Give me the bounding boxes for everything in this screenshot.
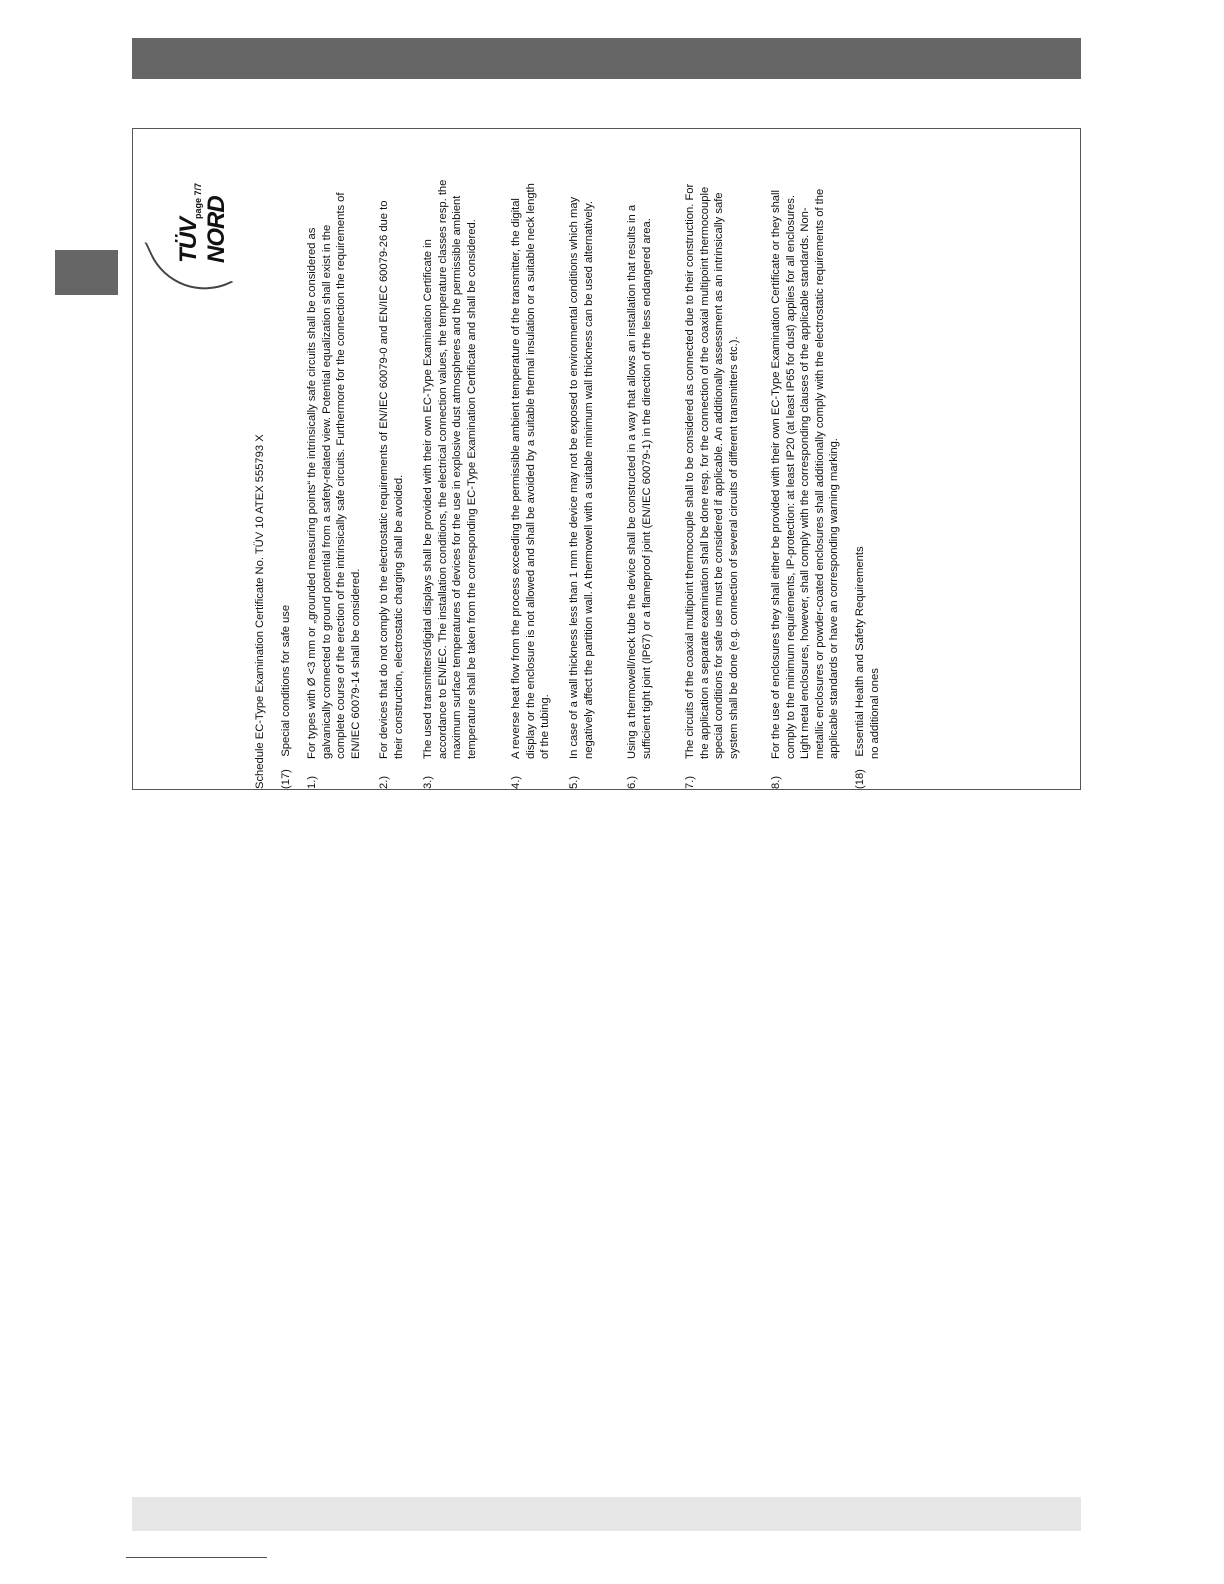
- section-18-text: no additional ones: [868, 668, 881, 759]
- condition-text: For devices that do not comply to the electrostatic requirements of EN/IEC 60079-0 and EN/IEC 60079-26 due to their construction, electrostatic charging shall be avoided.: [378, 200, 405, 759]
- condition-number: 7.): [684, 775, 696, 789]
- footer-bar: [132, 1497, 1081, 1531]
- condition-number: 6.): [626, 775, 638, 789]
- condition-item: [567, 179, 596, 789]
- rotated-certificate-content: [133, 129, 1080, 789]
- condition-text: The circuits of the coaxial multipoint thermocouple shall to be considered as connected due to their construction. For the application a separate examination shall be done resp. for the connection of the coaxial multipoint thermocouple special conditions for safe use must be considered if applicable. An additionally assessment as an intrinsically safe system shall be done (e.g. connection of several circuits of different transmitters etc.).: [684, 183, 740, 759]
- side-tab-marker: [55, 250, 118, 295]
- page-number: page 7/7: [193, 182, 203, 219]
- tuv-nord-logo: [157, 159, 230, 299]
- condition-text: Using a thermowell/neck tube the device shall be constructed in a way that allows an installation that results in a sufficient tight joint (IP67) or a flameproof joint (EN/IEC 60079-1) in the direction of the less endangered area.: [626, 204, 653, 759]
- section-17-title: Special conditions for safe use: [280, 604, 292, 757]
- condition-number: 1.): [306, 775, 318, 789]
- section-18: [853, 546, 882, 789]
- certificate-page: [132, 128, 1081, 790]
- condition-number: 4.): [510, 775, 522, 789]
- header-bar: [132, 38, 1081, 79]
- condition-item: [305, 179, 363, 789]
- condition-number: 2.): [378, 775, 390, 789]
- footer-link-underline: [126, 1557, 267, 1558]
- condition-text: A reverse heat flow from the process exceeding the permissible ambient temperature of the transmitter, the digital display or the enclosure is not allowed and shall be avoided by a suitable thermal insulation or a suitable neck length of the tubing.: [510, 183, 551, 759]
- condition-text: In case of a wall thickness less than 1 mm the device may not be exposed to environmental conditions which may negatively affect the partition wall. A thermowell with a suitable minimum wall thickness can be used alternatively.: [568, 196, 595, 759]
- condition-item: [769, 179, 842, 789]
- section-18-title: Essential Health and Safety Requirements: [854, 546, 866, 757]
- condition-number: 5.): [568, 775, 580, 789]
- condition-item: [421, 179, 479, 789]
- section-17-heading: [279, 605, 294, 789]
- schedule-title: Schedule EC-Type Examination Certificate No. TÜV 10 ATEX 555793 X: [254, 434, 266, 789]
- condition-item: [377, 179, 406, 789]
- condition-text: The used transmitters/digital displays shall be provided with their own EC-Type Examination Certificate in accordance to EN/IEC. The installation conditions, the electrical connection values, the temperature classes resp. the maximum surface temperatures of devices for the use in explosive dust atmospheres and the permissible ambient temperature shall be taken from the corresponding EC-Type Examination Certificate and shall be considered.: [422, 179, 478, 759]
- condition-item: [683, 179, 741, 789]
- condition-item: [509, 179, 553, 789]
- condition-number: 3.): [422, 775, 434, 789]
- condition-text: For types with Ø <3 mm or „grounded measuring points“ the intrinsically safe circuits shall be considered as galvanically connected to ground potential from a safety-related view. Potential equalization shall exist in the complete course of the erection of the intrinsically safe circuits. Furthermore for the connection the requirements of EN/IEC 60079-14 shall be considered.: [306, 192, 362, 759]
- condition-text: For the use of enclosures they shall either be provided with their own EC-Type Examination Certificate or they shall comply to the minimum requirements, IP-protection: at least IP20 (at least IP65 for dust) applies for all enclosures. Light metal enclosures, however, shall comply with the corresponding clauses of the applicable standards. Non-metallic enclosures or powder-coated enclosures shall additionally comply with the electrostatic requirements of the applicable standards or have an corresponding warning marking.: [770, 188, 840, 759]
- section-18-number: (18): [854, 769, 866, 789]
- condition-number: 8.): [770, 775, 782, 789]
- condition-item: [625, 179, 654, 789]
- section-17-number: (17): [280, 769, 292, 789]
- logo-text: TÜV NORD: [175, 196, 230, 263]
